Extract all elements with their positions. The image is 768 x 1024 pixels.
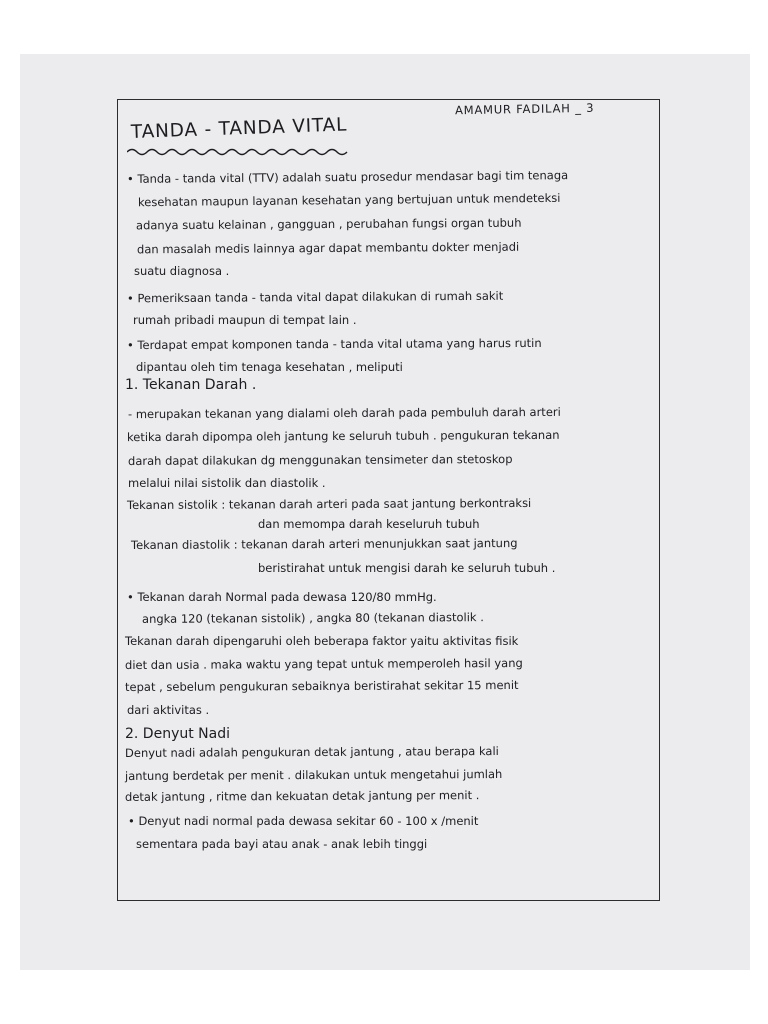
body-line: ketika darah dipompa oleh jantung ke seluruh tubuh . pengukuran tekanan [126,427,560,445]
body-line: tepat , sebelum pengukuran sebaiknya beristirahat sekitar 15 menit [124,677,519,695]
author-name: AMAMUR FADILAH _ 3 [454,100,595,118]
body-line: Tekanan darah dipengaruhi oleh beberapa faktor yaitu aktivitas fisik [125,634,519,648]
body-line: diet dan usia . maka waktu yang tepat untuk memperoleh hasil yang [124,655,523,673]
body-line: sementara pada bayi atau anak - anak lebih tinggi [136,837,428,851]
body-line: • Terdapat empat komponen tanda - tanda vital utama yang harus rutin [126,335,542,353]
body-line: Tekanan sistolik : tekanan darah arteri pada saat jantung berkontraksi [126,495,532,513]
body-line: melalui nilai sistolik dan diastolik . [128,476,326,490]
body-line: kesehatan maupun layanan kesehatan yang bertujuan untuk mendeteksi [137,190,561,210]
body-line: • Pemeriksaan tanda - tanda vital dapat dilakukan di rumah sakit [126,288,504,306]
body-line: jantung berdetak per menit . dilakukan untuk mengetahui jumlah [124,767,503,783]
body-line: dari aktivitas . [127,703,210,717]
section-heading-denyut-nadi: 2. Denyut Nadi [125,726,230,742]
body-line: dipantau oleh tim tenaga kesehatan , meliputi [136,360,403,374]
body-line: • Tanda - tanda vital (TTV) adalah suatu prosedur mendasar bagi tim tenaga [126,168,569,186]
body-line: adanya suatu kelainan , gangguan , perubahan fungsi organ tubuh [135,215,522,233]
body-line: beristirahat untuk mengisi darah ke seluruh tubuh . [258,561,556,575]
body-line: suatu diagnosa . [134,264,230,278]
body-line: detak jantung , ritme dan kekuatan detak jantung per menit . [124,788,480,804]
body-line: • Denyut nadi normal pada dewasa sekitar 60 - 100 x /menit [128,814,479,828]
body-line: angka 120 (tekanan sistolik) , angka 80 (tekanan diastolik . [141,610,484,626]
body-line: • Tekanan darah Normal pada dewasa 120/80 mmHg. [127,590,437,604]
body-line: - merupakan tekanan yang dialami oleh darah pada pembuluh darah arteri [127,404,561,422]
section-heading-tekanan-darah: 1. Tekanan Darah . [125,377,257,393]
body-line: darah dapat dilakukan dg menggunakan tensimeter dan stetoskop [127,451,513,469]
page-title: TANDA - TANDA VITAL [130,114,348,143]
body-line: dan masalah medis lainnya agar dapat membantu dokter menjadi [136,239,520,257]
body-line: rumah pribadi maupun di tempat lain . [133,313,357,327]
body-line: Tekanan diastolik : tekanan darah arteri menunjukkan saat jantung [130,535,518,553]
body-line: Denyut nadi adalah pengukuran detak jantung , atau berapa kali [124,744,499,760]
body-line: dan memompa darah keseluruh tubuh [258,517,480,531]
title-wavy-underline [127,146,357,156]
